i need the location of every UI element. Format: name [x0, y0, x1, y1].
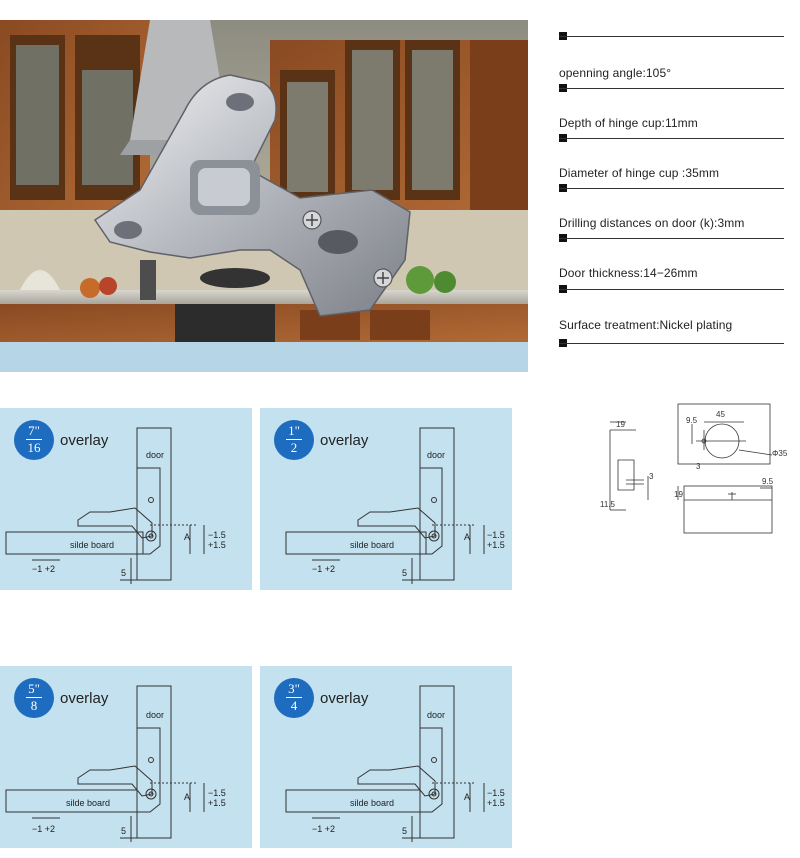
spec-divider [559, 343, 784, 344]
plus-tolerance-label: +1.5 [487, 798, 505, 808]
minus-tolerance-label: −1.5 [487, 530, 505, 540]
dimension-9-5-top: 9.5 [686, 416, 698, 425]
dimension-phi-35: Φ35 [772, 449, 788, 458]
dimension-45: 45 [716, 410, 725, 419]
overlay-panel-3-4 [260, 666, 512, 848]
spec-cup-diameter: Diameter of hinge cup :35mm [559, 166, 720, 180]
slide-board-label: silde board [350, 798, 395, 808]
dimension-9-5-side: 9.5 [762, 477, 774, 486]
dimension-5-label: 5 [402, 568, 408, 578]
fraction-numerator: 5" [28, 681, 40, 696]
hero-photo [0, 20, 528, 342]
spec-divider [559, 188, 784, 189]
dimension-3: 3 [649, 472, 654, 481]
offset-label: −1 +2 [312, 564, 336, 574]
plus-tolerance-label: +1.5 [487, 540, 505, 550]
dimension-a-label: A [184, 532, 191, 542]
spec-divider [559, 88, 784, 89]
fraction-denominator: 16 [27, 440, 41, 455]
overlay-label: overlay [320, 690, 369, 707]
offset-label: −1 +2 [32, 824, 56, 834]
minus-tolerance-label: −1.5 [487, 788, 505, 798]
spec-divider [559, 238, 784, 239]
offset-label: −1 +2 [32, 564, 56, 574]
overlay-label: overlay [60, 690, 109, 707]
fraction-denominator: 2 [290, 440, 298, 455]
door-label: door [146, 710, 165, 720]
dimension-19-top: 19 [616, 420, 625, 429]
spec-opening-angle: openning angle:105° [559, 66, 672, 80]
overlay-fraction-badge [14, 420, 54, 460]
slide-board-label: silde board [70, 540, 115, 550]
hero-caption-strip [0, 342, 528, 372]
fraction-denominator: 4 [290, 698, 298, 713]
spec-surface-treatment: Surface treatment:Nickel plating [559, 318, 733, 332]
overlay-fraction-badge [274, 420, 314, 460]
fraction-numerator: 7" [28, 423, 40, 438]
dimension-19-side: 19 [674, 490, 683, 499]
slide-board-label: silde board [66, 798, 111, 808]
overlay-panel-5-8 [0, 666, 252, 848]
overlay-panel-1-2 [260, 408, 512, 590]
dimension-5-label: 5 [121, 826, 127, 836]
door-label: door [427, 450, 446, 460]
dimension-11-5: 11.5 [600, 500, 615, 509]
minus-tolerance-label: −1.5 [208, 530, 226, 540]
spec-divider [559, 138, 784, 139]
dimension-a-label: A [464, 532, 471, 542]
spec-door-thickness: Door thickness:14−26mm [559, 266, 698, 280]
dimension-3-top: 3 [696, 462, 701, 471]
door-label: door [427, 710, 446, 720]
plus-tolerance-label: +1.5 [208, 540, 226, 550]
spec-divider [559, 289, 784, 290]
overlay-fraction-badge [274, 678, 314, 718]
dimension-5-label: 5 [402, 826, 408, 836]
dimension-a-label: A [184, 792, 191, 802]
dimension-a-label: A [464, 792, 471, 802]
spec-cup-depth: Depth of hinge cup:11mm [559, 116, 698, 130]
overlay-label: overlay [60, 432, 109, 449]
kitchen-hinge-illustration [0, 20, 528, 342]
minus-tolerance-label: −1.5 [208, 788, 226, 798]
door-label: door [146, 450, 165, 460]
fraction-numerator: 1" [288, 423, 300, 438]
spec-drilling-distance: Drilling distances on door (k):3mm [559, 216, 745, 230]
overlay-fraction-badge [14, 678, 54, 718]
fraction-denominator: 8 [30, 698, 38, 713]
offset-label: −1 +2 [312, 824, 336, 834]
overlay-label: overlay [320, 432, 369, 449]
fraction-numerator: 3" [288, 681, 300, 696]
spec-divider [559, 36, 784, 37]
hinge-technical-drawing [596, 400, 800, 540]
overlay-panel-7-16 [0, 408, 252, 590]
dimension-5-label: 5 [121, 568, 127, 578]
plus-tolerance-label: +1.5 [208, 798, 226, 808]
slide-board-label: silde board [350, 540, 395, 550]
